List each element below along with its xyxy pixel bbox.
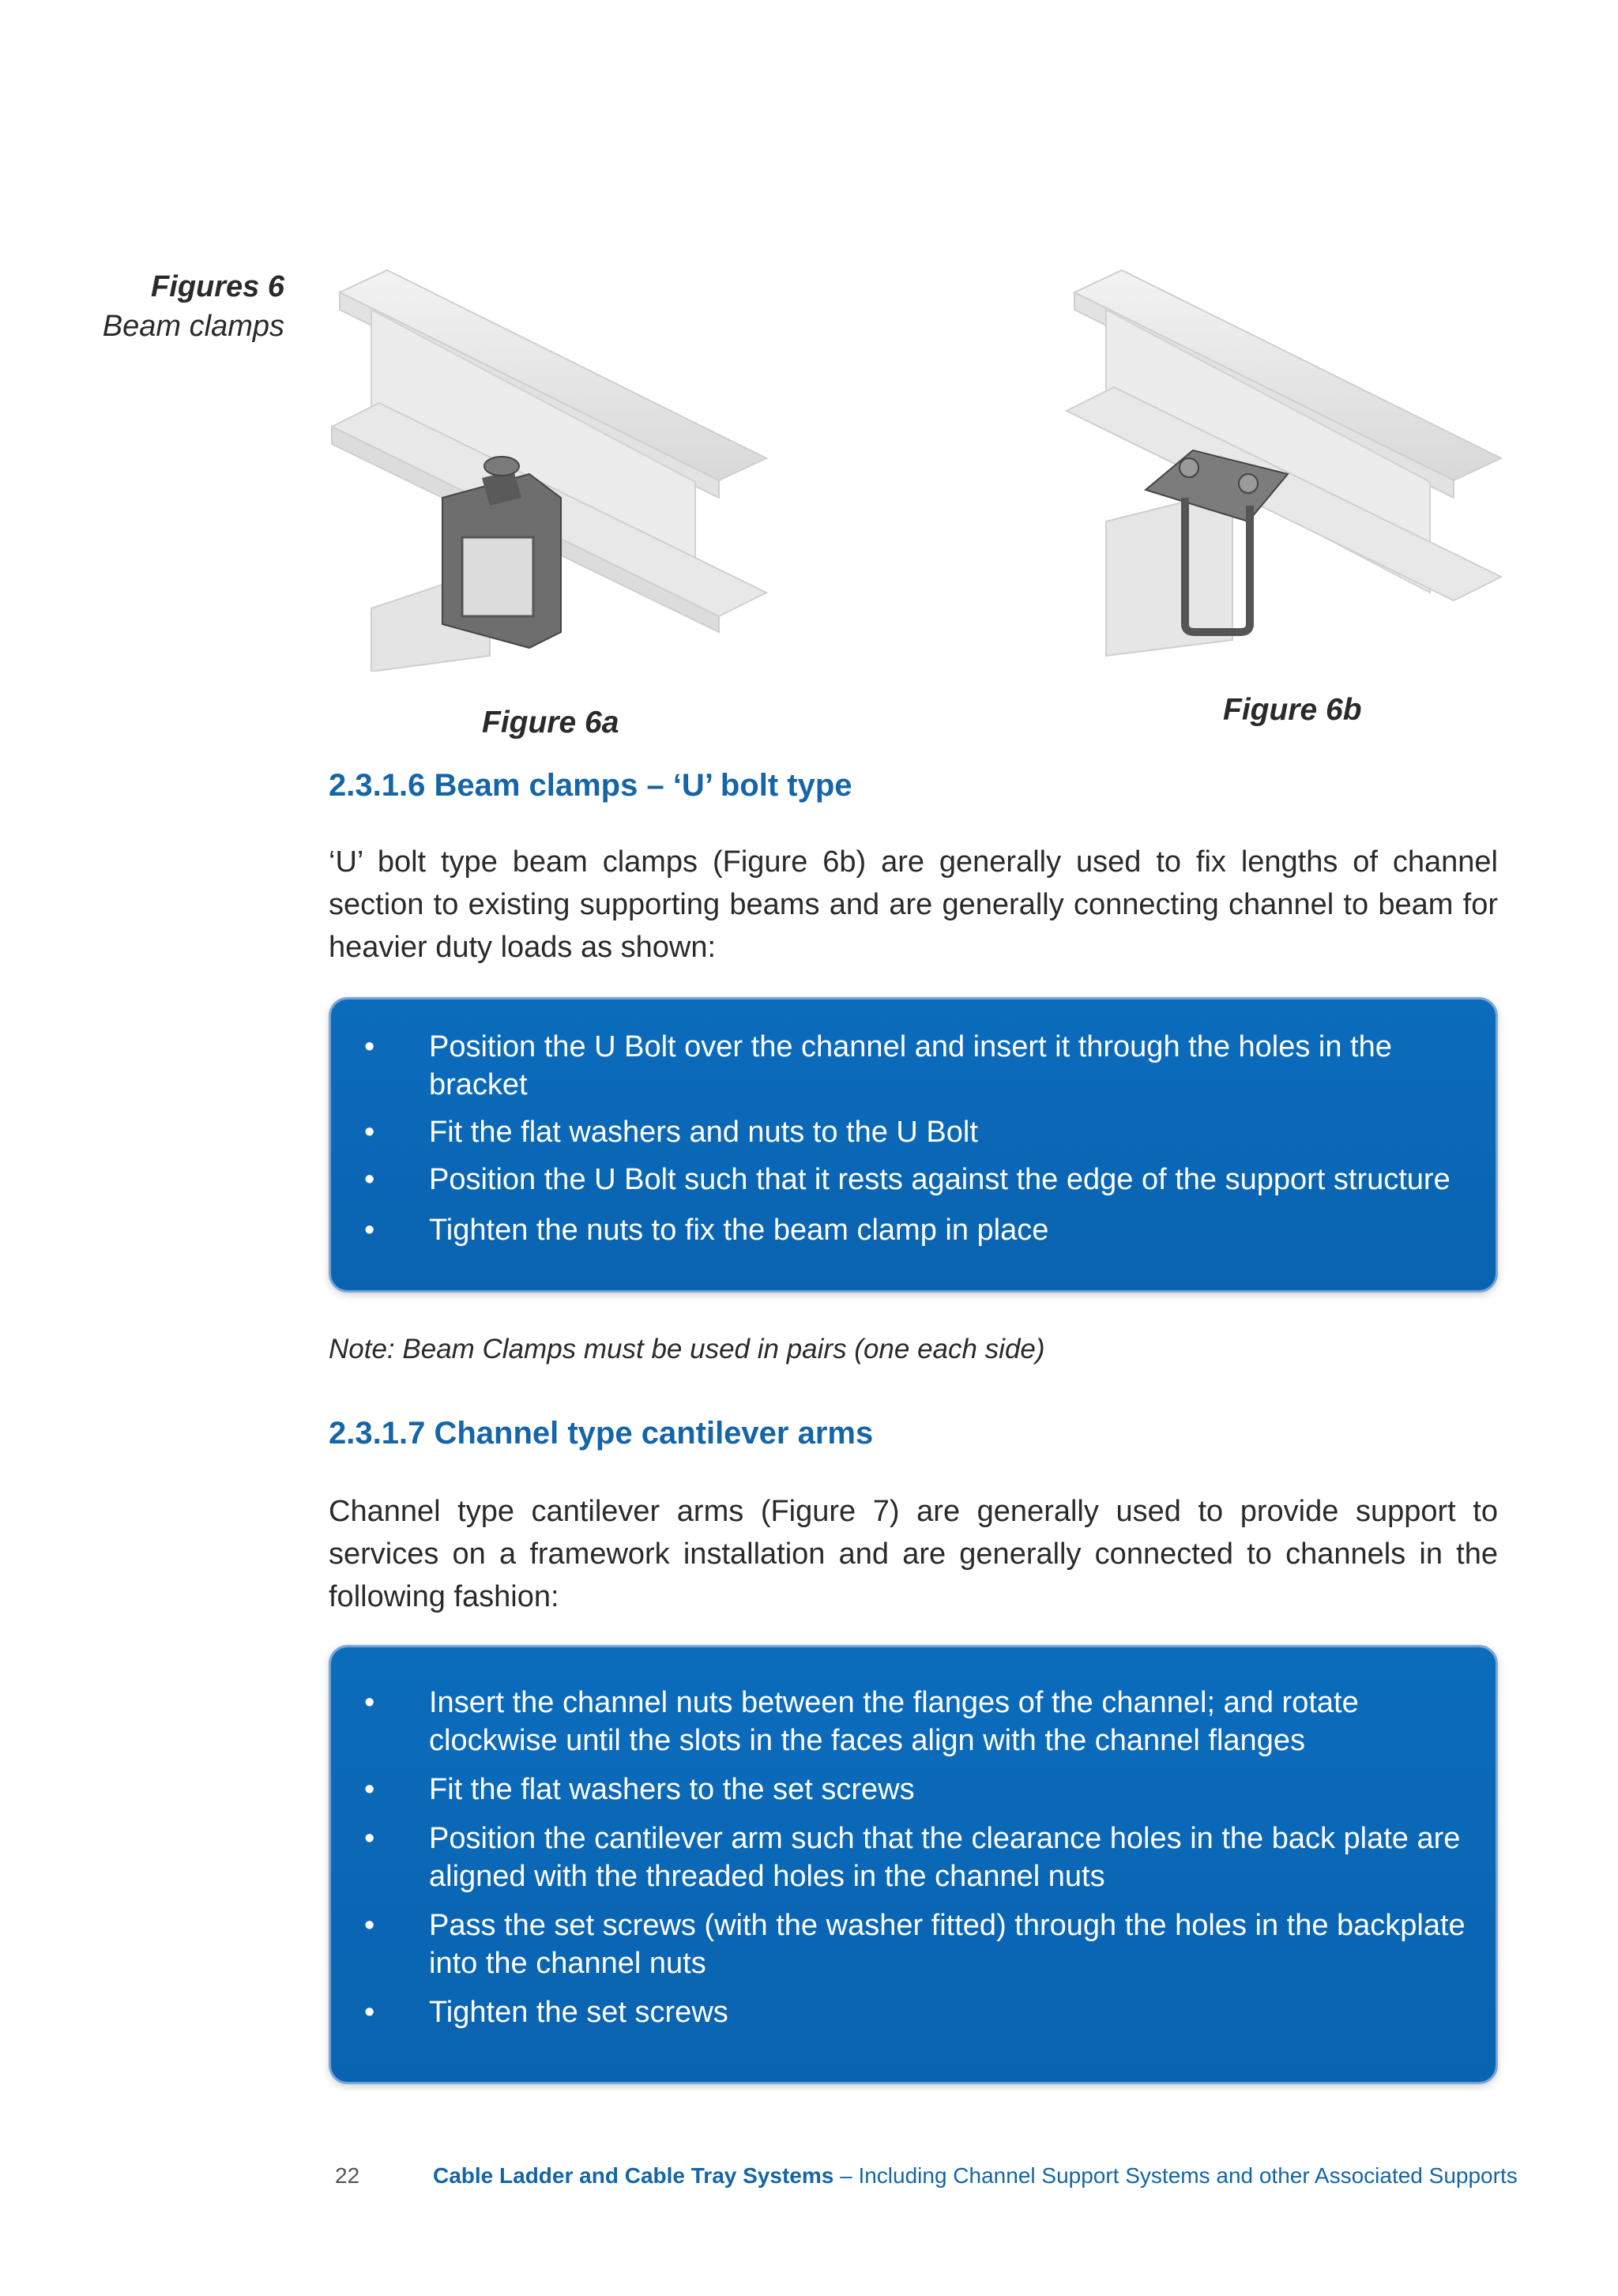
figures-caption-title: Figures 6 <box>151 270 284 303</box>
figures-caption <box>47 267 284 346</box>
instruction-box-cantilever-arms <box>329 1645 1498 2084</box>
list-item: • Insert the channel nuts between the flanges of the channel; and rotate clockwise until the slots in the faces align with the channel flanges <box>331 1684 1496 1760</box>
list-item: • Position the cantilever arm such that the clearance holes in the back plate are aligned with the threaded holes in the channel nuts <box>331 1820 1496 1895</box>
figure-6b-image <box>1059 261 1517 672</box>
bullet-icon: • <box>364 1686 375 1719</box>
list-item: • Tighten the nuts to fix the beam clamp in place <box>331 1211 1496 1249</box>
section-paragraph-beam-clamps: ‘U’ bolt type beam clamps (Figure 6b) are generally used to fix lengths of channel section to existing supporting beams and are generally connecting channel to beam for heavier duty loads as shown: <box>329 845 1498 964</box>
bullet-icon: • <box>364 1163 375 1196</box>
list-item: • Position the U Bolt over the channel and insert it through the holes in the bracket <box>331 1028 1496 1104</box>
bullet-icon: • <box>364 1773 375 1806</box>
note-text: Note: Beam Clamps must be used in pairs (one each side) <box>329 1334 1045 1364</box>
figure-6a-label: Figure 6a <box>482 706 619 740</box>
page-number: 22 <box>335 2163 360 2188</box>
list-item: • Tighten the set screws <box>331 1993 1496 2031</box>
section-heading-beam-clamps: 2.3.1.6 Beam clamps – ‘U’ bolt type <box>329 768 852 803</box>
bullet-icon: • <box>364 1030 375 1063</box>
footer-subtitle: – Including Channel Support Systems and other Associated Supports <box>833 2163 1518 2188</box>
bullet-icon: • <box>364 1909 375 1942</box>
page-footer <box>335 2163 1518 2189</box>
list-item: • Fit the flat washers and nuts to the U Bolt <box>331 1113 1496 1151</box>
figure-6b-label: Figure 6b <box>1223 693 1362 727</box>
list-item: • Fit the flat washers to the set screws <box>331 1771 1496 1809</box>
figure-6a-image <box>324 261 782 672</box>
figures-caption-subtitle: Beam clamps <box>102 310 284 343</box>
bullet-icon: • <box>364 1822 375 1855</box>
bullet-icon: • <box>364 1214 375 1247</box>
instruction-box-beam-clamps <box>329 997 1498 1293</box>
footer-title: Cable Ladder and Cable Tray Systems <box>433 2163 834 2188</box>
bullet-icon: • <box>364 1996 375 2029</box>
bullet-icon: • <box>364 1116 375 1149</box>
section-heading-cantilever-arms: 2.3.1.7 Channel type cantilever arms <box>329 1416 874 1451</box>
list-item: • Position the U Bolt such that it rests against the edge of the support structure <box>331 1161 1496 1199</box>
section-paragraph-cantilever-arms: Channel type cantilever arms (Figure 7) are generally used to provide support to services on a framework installation and are generally connected to channels in the following fashion: <box>329 1495 1498 1613</box>
list-item: • Pass the set screws (with the washer fitted) through the holes in the backplate into the channel nuts <box>331 1906 1496 1982</box>
